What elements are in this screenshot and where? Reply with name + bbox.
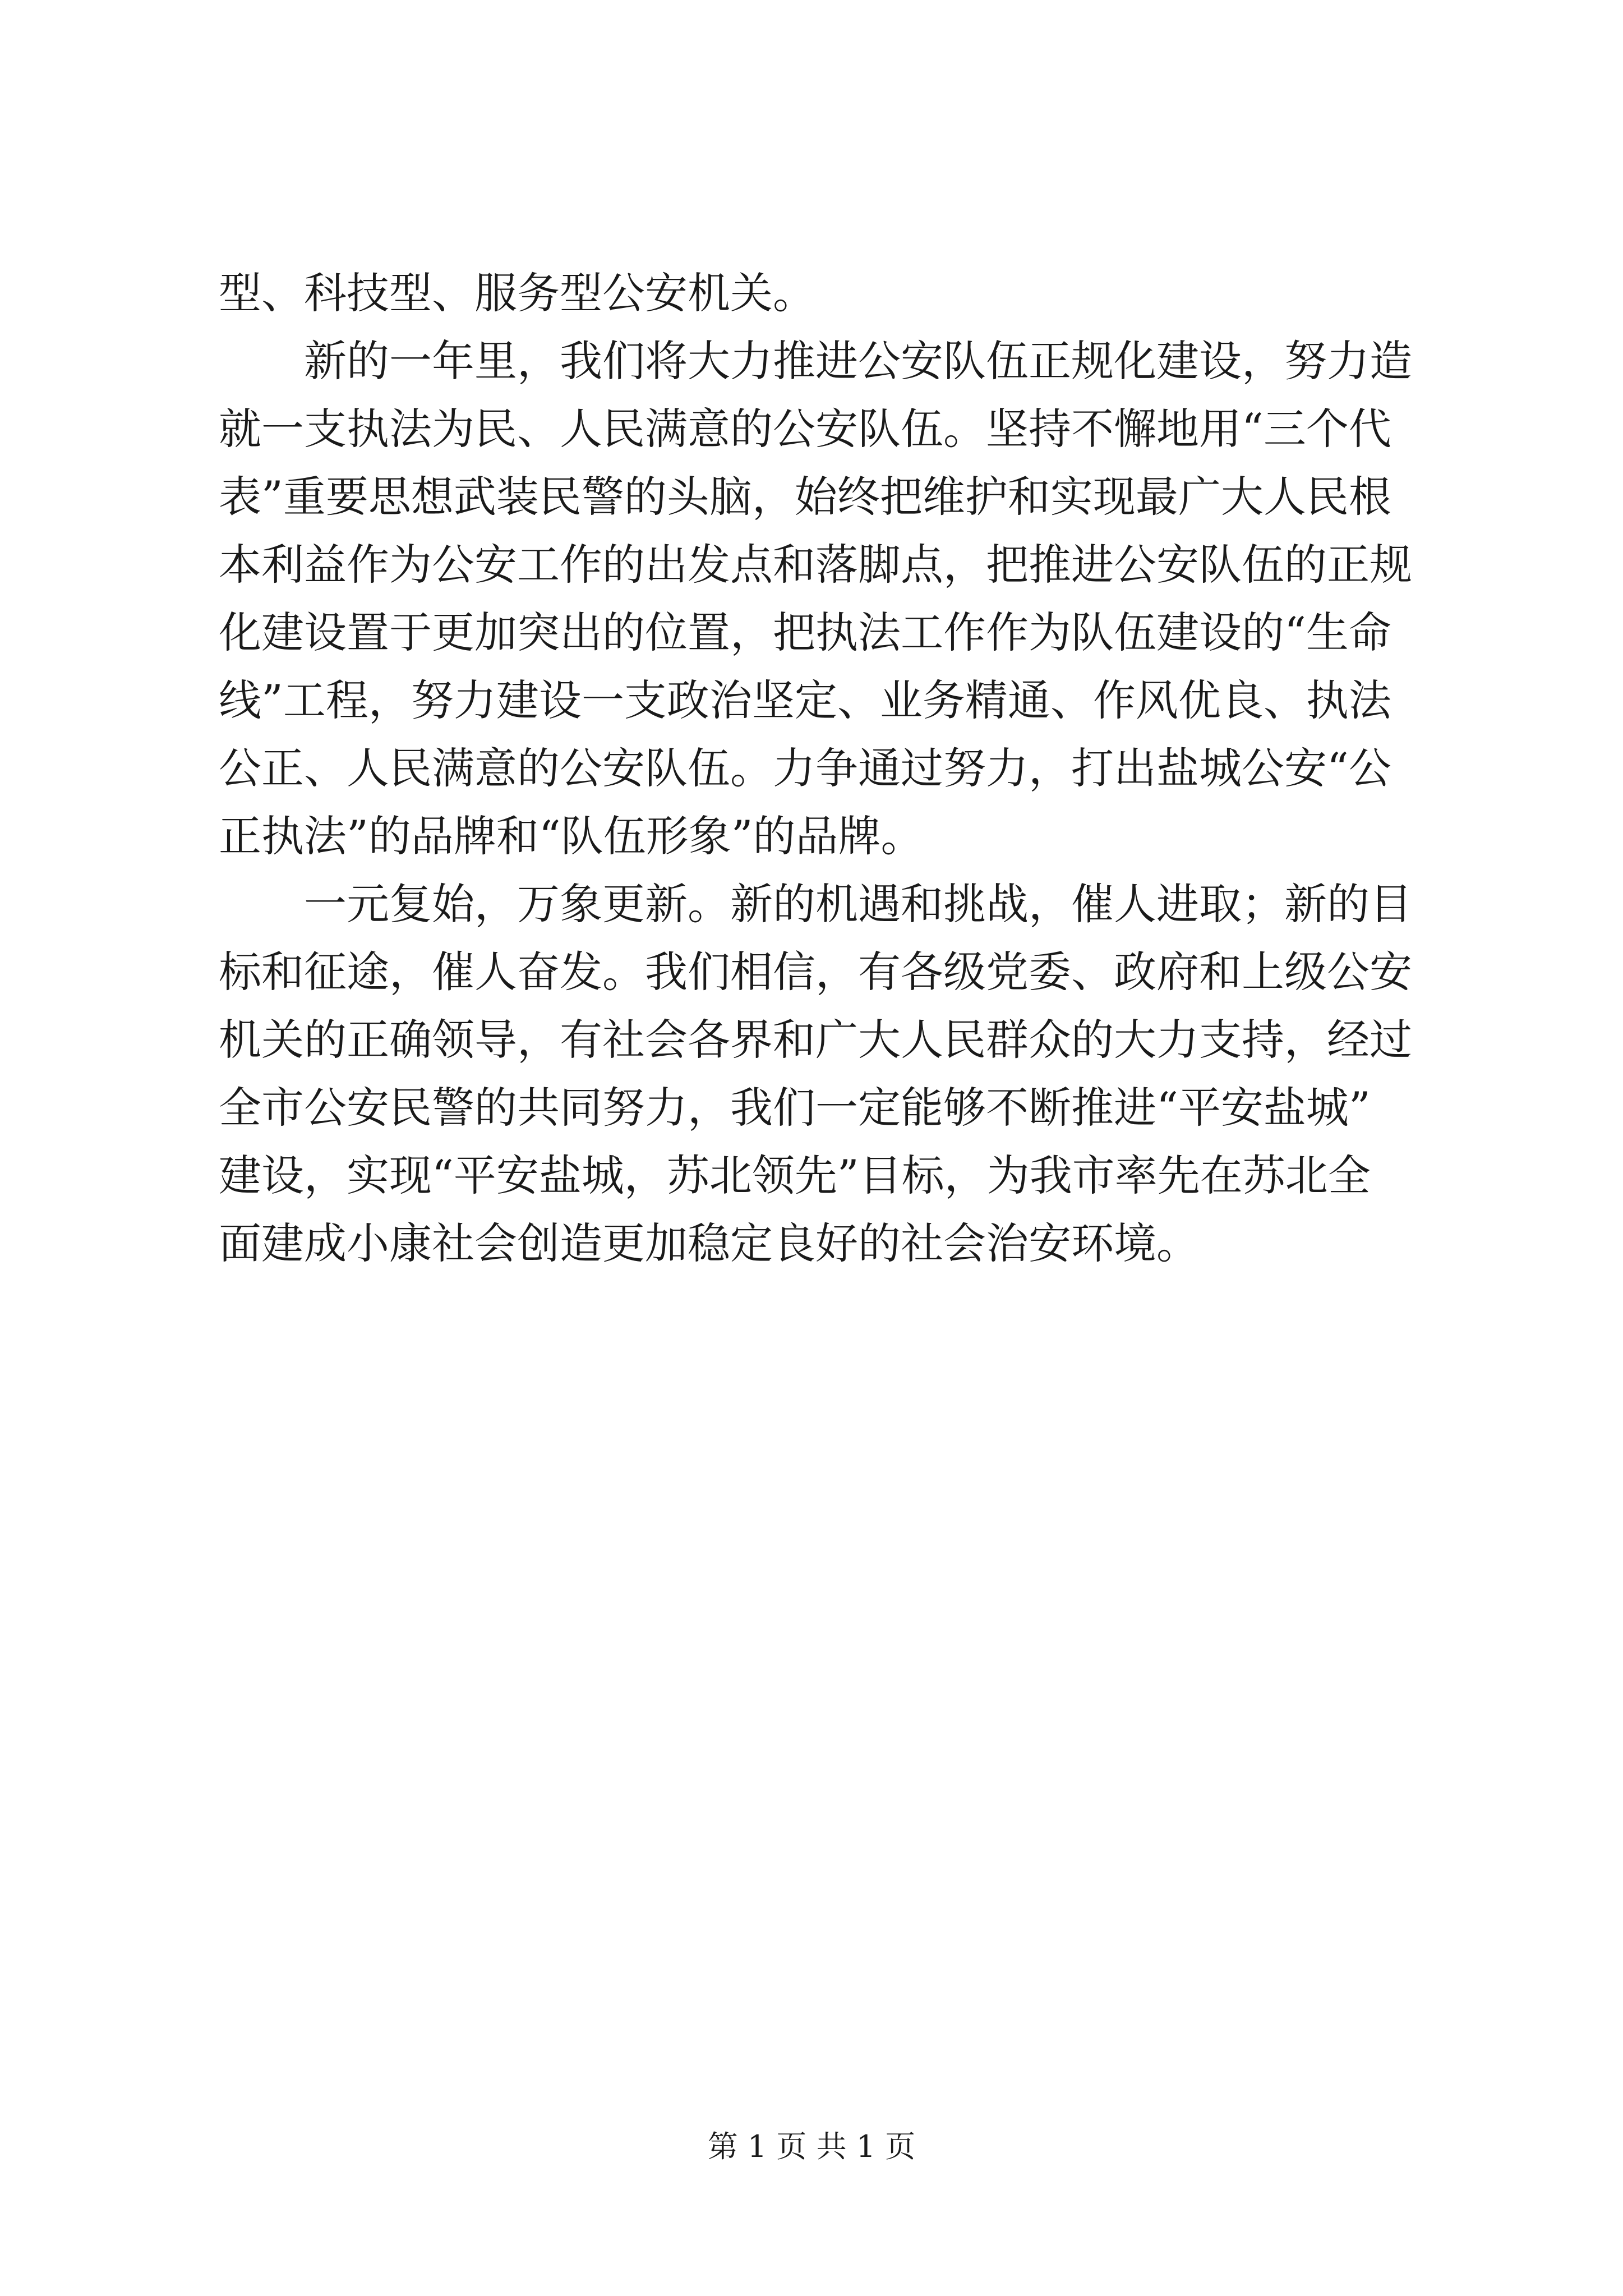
text-line: 本利益作为公安工作的出发点和落脚点，把推进公安队伍的正规	[219, 540, 1412, 590]
text-line: 型、科技型、服务型公安机关。	[219, 268, 815, 318]
paragraph-1	[219, 266, 1408, 321]
text-line: 就一支执法为民、人民满意的公安队伍。坚持不懈地用“三个代	[219, 404, 1391, 454]
text-line: 全市公安民警的共同努力，我们一定能够不断推进“平安盐城”	[219, 1083, 1371, 1133]
text-line: 公正、人民满意的公安队伍。力争通过努力，打出盐城公安“公	[219, 743, 1391, 793]
paragraph-3	[219, 877, 1412, 1271]
text-line: 正执法”的品牌和“队伍形象”的品牌。	[219, 811, 924, 861]
page-number-footer: 第 1 页 共 1 页	[707, 2129, 916, 2164]
text-line: 表”重要思想武装民警的头脑，始终把维护和实现最广大人民根	[219, 472, 1391, 522]
text-line: 建设，实现“平安盐城，苏北领先”目标，为我市率先在苏北全	[219, 1151, 1371, 1200]
text-line: 机关的正确领导，有社会各界和广大人民群众的大力支持，经过	[219, 1015, 1412, 1065]
text-line: 新的一年里，我们将大力推进公安队伍正规化建设，努力造	[219, 336, 1412, 386]
text-line: 面建成小康社会创造更加稳定良好的社会治安环境。	[219, 1218, 1199, 1268]
text-line: 一元复始，万象更新。新的机遇和挑战，催人进取；新的目	[219, 879, 1412, 929]
document-body	[219, 266, 1412, 1284]
paragraph-2	[219, 334, 1412, 864]
text-line: 标和征途，催人奋发。我们相信，有各级党委、政府和上级公安	[219, 947, 1412, 997]
text-line: 线”工程，努力建设一支政治坚定、业务精通、作风优良、执法	[219, 675, 1391, 725]
text-line: 化建设置于更加突出的位置，把执法工作作为队伍建设的“生命	[219, 608, 1391, 657]
